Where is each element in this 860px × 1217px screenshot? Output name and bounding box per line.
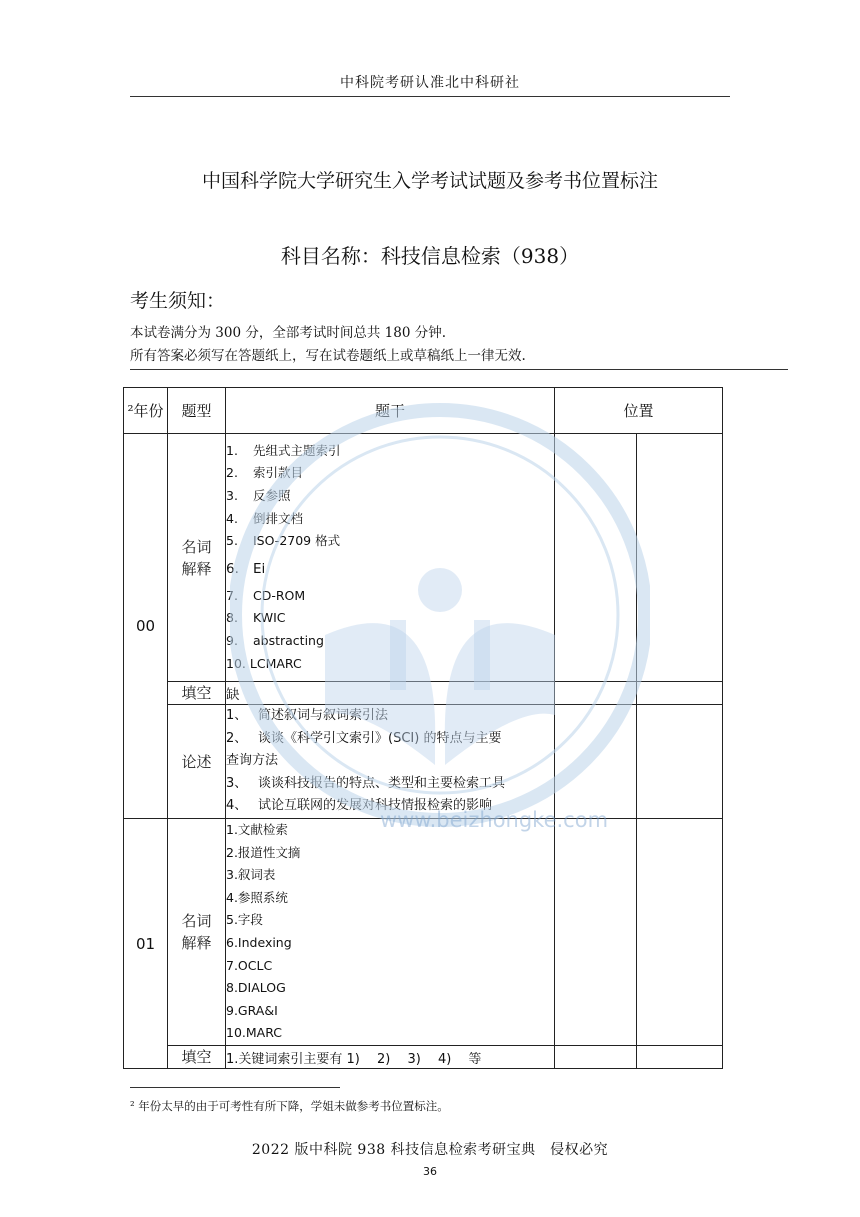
exam-table (123, 387, 723, 1069)
page-number: 36 (423, 1165, 437, 1178)
header-stem: 题干 (226, 388, 555, 434)
footnote: ² 年份太早的由于可考性有所下降，学姐未做参考书位置标注。 (130, 1099, 449, 1113)
table-header-row (124, 388, 723, 434)
list-item: 1.文献检索 (226, 822, 288, 838)
subject-name: 科目名称：科技信息检索（938） (280, 244, 580, 268)
page-title: 中国科学院大学研究生入学考试试题及参考书位置标注 (201, 170, 658, 192)
fill-text: 缺 (226, 682, 555, 705)
question-type-label: 名词解释 (181, 537, 212, 578)
list-item: 4、 试论互联网的发展对科技情报检索的影响 (226, 798, 493, 814)
table-row (124, 819, 723, 1046)
list-item: 3.叙词表 (226, 867, 276, 883)
list-item: 2.报道性文摘 (226, 844, 301, 860)
list-item: 2、 谈谈《科学引文索引》(SCI) 的特点与主要 (226, 730, 502, 746)
year-cell: 01 (124, 819, 168, 1069)
position-cell (637, 1046, 723, 1069)
list-item: 4.参照系统 (226, 889, 288, 905)
list-item: 6.Indexing (226, 935, 292, 950)
position-cell (637, 819, 723, 1046)
question-type-label: 填空 (168, 682, 226, 705)
table-row (124, 1046, 723, 1069)
running-header: 中科院考研认准北中科研社 (340, 75, 520, 91)
notice-rule (130, 369, 788, 370)
table-row (124, 434, 723, 682)
position-cell (637, 682, 723, 705)
list-item: 1、 简述叙词与叙词索引法 (226, 708, 389, 724)
fill-text: 1.关键词索引主要有 1) 2) 3) 4) 等 (226, 1046, 555, 1069)
list-item: 9.GRA&I (226, 1002, 278, 1018)
terms-list (226, 819, 555, 1046)
position-cell (555, 819, 637, 1046)
notice-heading: 考生须知： (130, 290, 226, 312)
position-cell (555, 682, 637, 705)
header-type: 题型 (168, 388, 226, 434)
question-type (168, 434, 226, 682)
list-item: 查询方法 (226, 753, 279, 769)
page-footer: 2022 版中科院 938 科技信息检索考研宝典 侵权必究 (251, 1142, 609, 1158)
list-item: 9. abstracting (226, 632, 324, 648)
list-item: 4. 倒排文档 (226, 510, 304, 526)
list-item: 8.DIALOG (226, 980, 286, 996)
header-position: 位置 (555, 388, 723, 434)
header-year: ²年份 (124, 388, 168, 434)
question-type-label: 论述 (168, 705, 226, 819)
question-type (168, 819, 226, 1046)
position-cell (555, 1046, 637, 1069)
list-item: 5.字段 (226, 912, 263, 928)
list-item: 8. KWIC (226, 610, 286, 626)
list-item: 3. 反参照 (226, 488, 291, 504)
list-item: 2. 索引款目 (226, 465, 304, 481)
footnote-rule (130, 1087, 340, 1088)
essay-list (226, 705, 555, 819)
header-rule (130, 96, 730, 97)
list-item: 1. 先组式主题索引 (226, 442, 341, 458)
notice-line-1: 本试卷满分为 300 分，全部考试时间总共 180 分钟. (130, 325, 446, 341)
list-item: 7. CD-ROM (226, 587, 306, 603)
position-cell (555, 705, 637, 819)
position-cell (637, 705, 723, 819)
list-item: 7.OCLC (226, 957, 273, 973)
table-row (124, 705, 723, 819)
list-item: 10.MARC (226, 1025, 283, 1041)
question-type-label: 名词解释 (181, 912, 212, 952)
terms-list (226, 434, 555, 682)
list-item: 5. ISO-2709 格式 (226, 533, 341, 549)
notice-line-2: 所有答案必须写在答题纸上，写在试卷题纸上或草稿纸上一律无效. (130, 348, 526, 364)
year-cell: 00 (124, 434, 168, 819)
list-item: 6. Ei (226, 560, 266, 577)
position-cell (637, 434, 723, 682)
list-item: 3、 谈谈科技报告的特点、类型和主要检索工具 (226, 775, 506, 791)
table-row (124, 682, 723, 705)
watermark-url: www.beizhongke.com (380, 808, 609, 832)
list-item: 10. LCMARC (226, 655, 302, 671)
question-type-label: 填空 (168, 1046, 226, 1069)
position-cell (555, 434, 637, 682)
